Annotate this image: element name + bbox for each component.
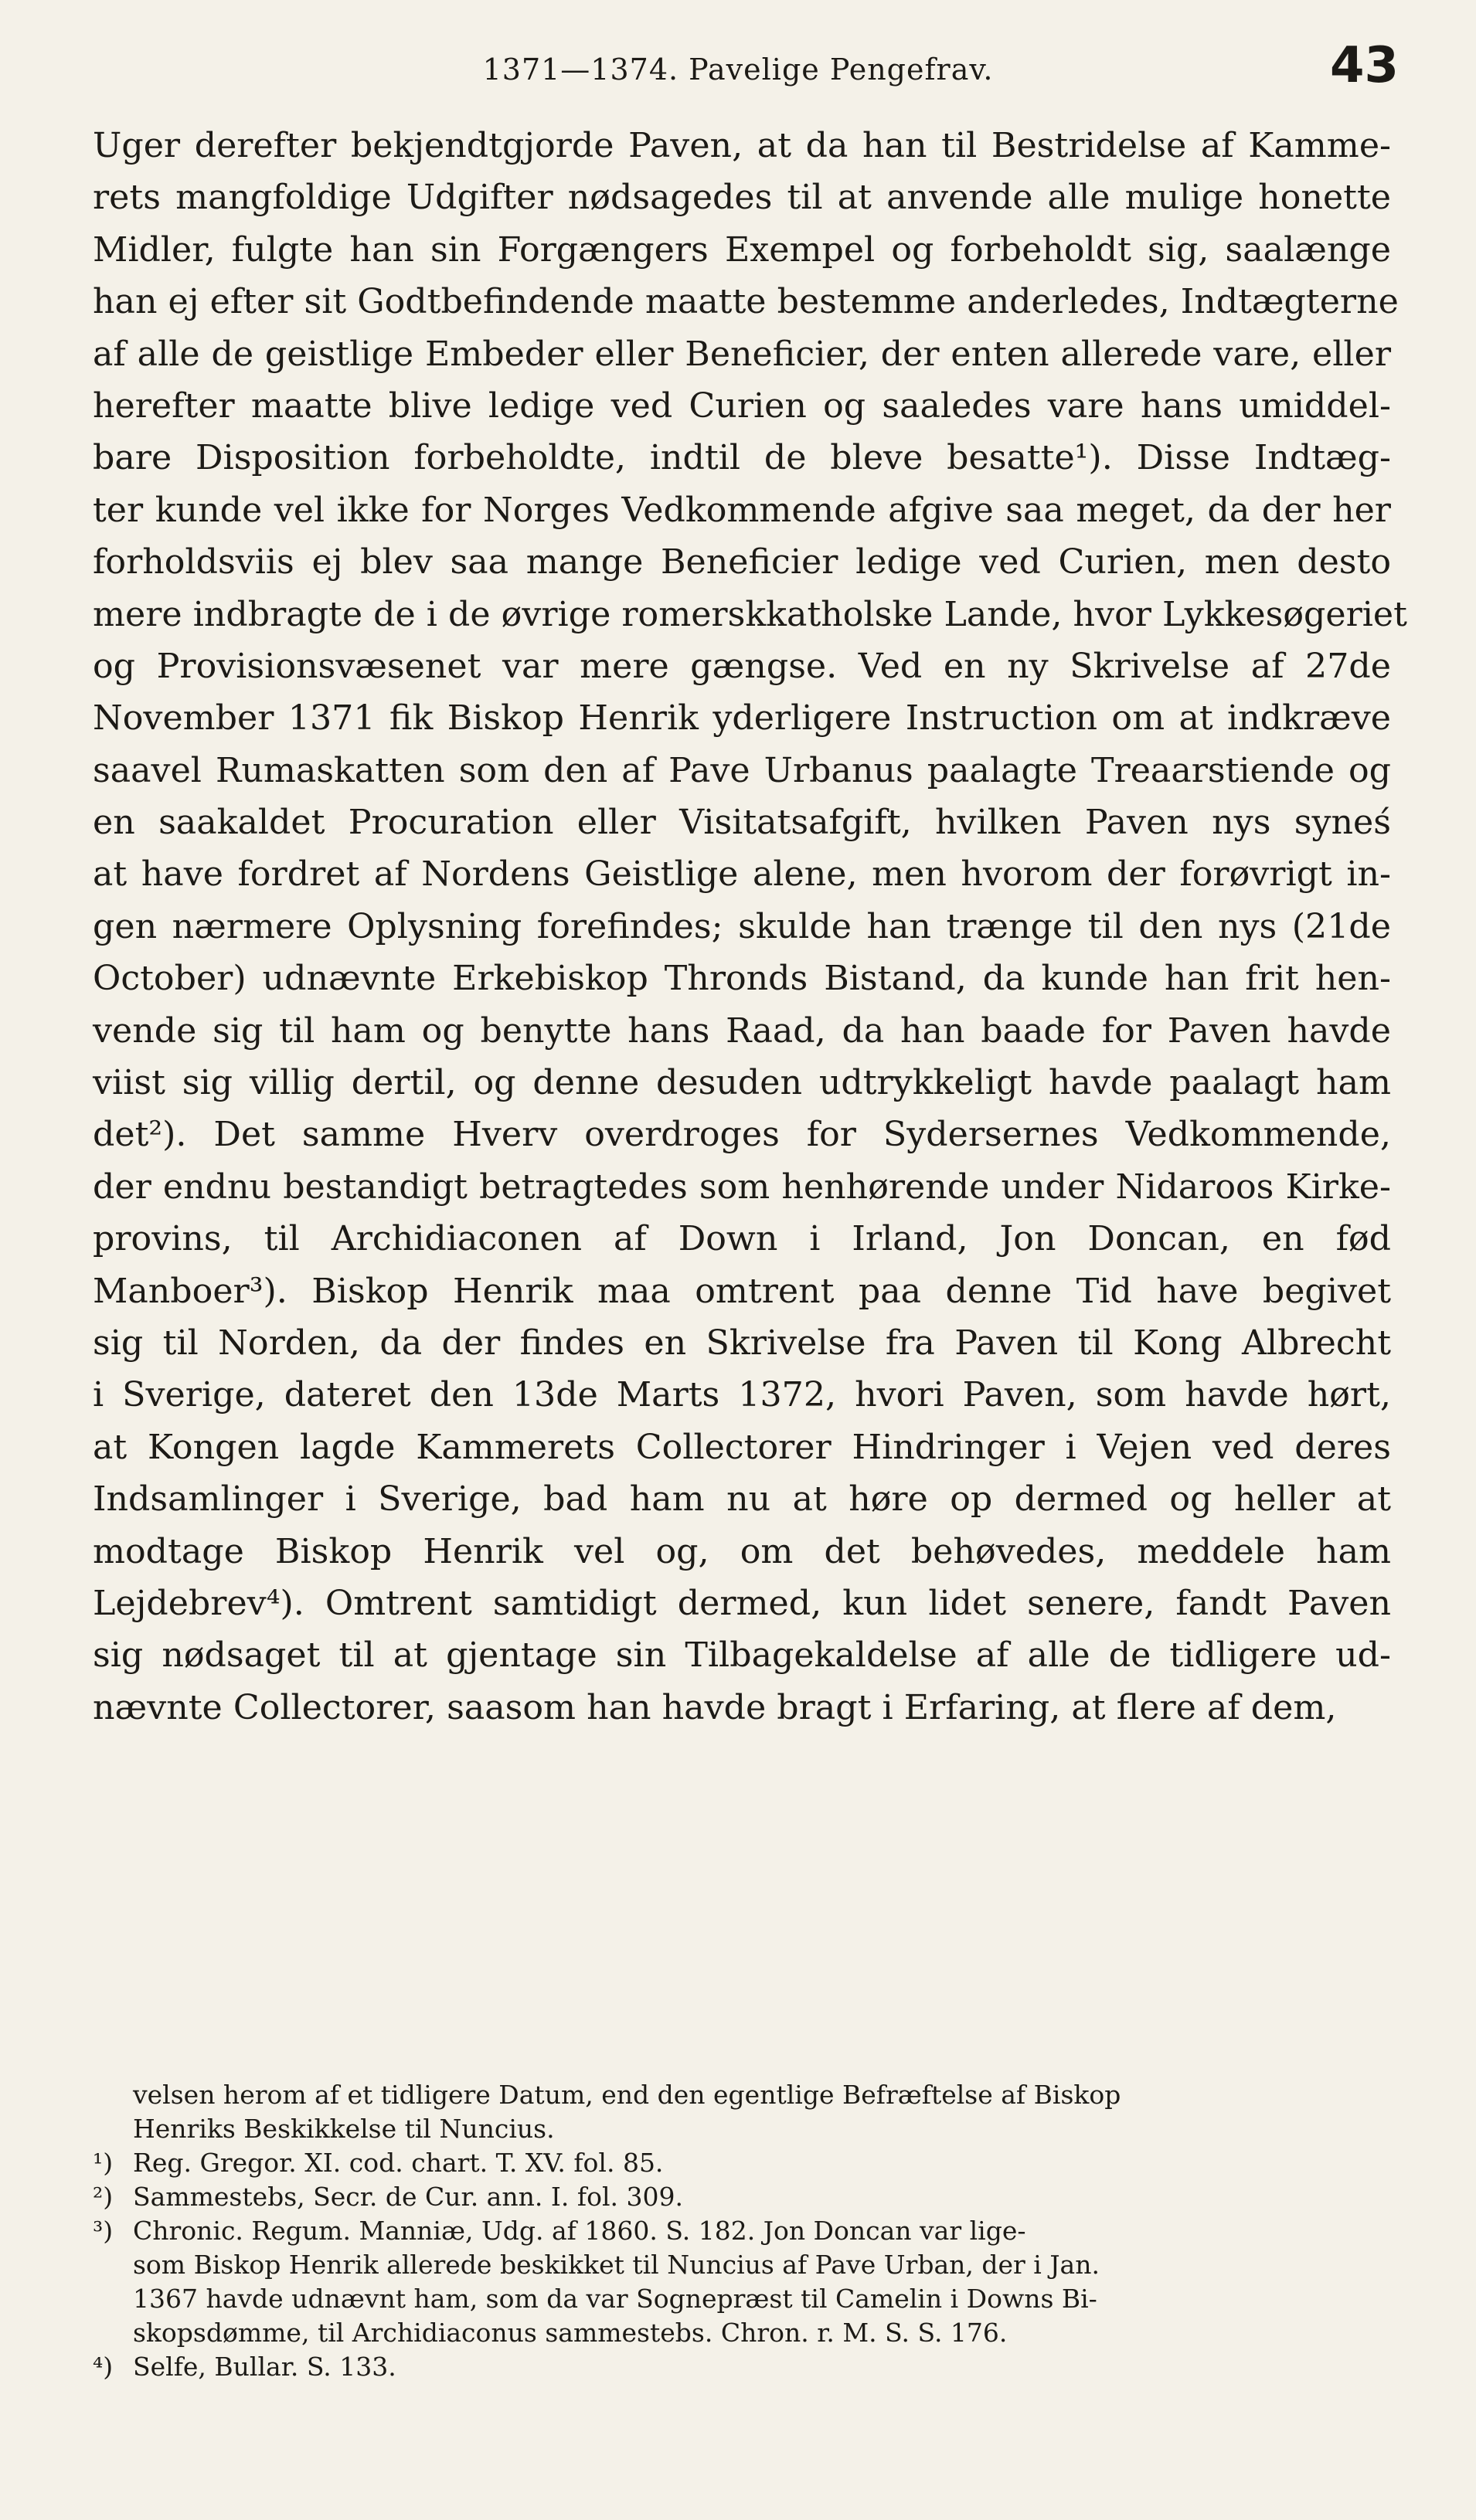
footnote-text: Reg. Gregor. XI. cod. chart. T. XV. fol. 85. [133, 2148, 664, 2178]
text-line: af alle de geistlige Embeder eller Beneficier, der enten allerede vare, eller [93, 334, 1391, 374]
text-line: forholdsviis ej blev saa mange Beneficier ledige ved Curien, men desto [93, 542, 1391, 582]
text-line: modtage Biskop Henrik vel og, om det behøvedes, meddele ham [93, 1531, 1391, 1571]
text-line: nævnte Collectorer, saasom han havde bragt i Erfaring, at flere af dem, [93, 1687, 1337, 1727]
text-line: vende sig til ham og benytte hans Raad, da han baade for Paven havde [93, 1010, 1391, 1051]
footnote-line [93, 2248, 1391, 2282]
footnotes [93, 2078, 1391, 2384]
text-line: rets mangfoldige Udgifter nødsagedes til at anvende alle mulige honette [93, 178, 1391, 218]
footnote-text: Sammestebs, Secr. de Cur. ann. I. fol. 309. [133, 2182, 683, 2212]
text-line: og Provisionsvæsenet var mere gængse. Ved en ny Skrivelse af 27de [93, 646, 1391, 686]
footnote-line [93, 2282, 1391, 2316]
text-line: November 1371 fik Biskop Henrik yderligere Instruction om at indkræve [93, 698, 1391, 739]
text-line: der endnu bestandigt betragtedes som henhørende under Nidaroos Kirke- [93, 1167, 1391, 1207]
footnote-line [93, 2316, 1391, 2350]
text-line: at Kongen lagde Kammerets Collectorer Hindringer i Vejen ved deres [93, 1427, 1391, 1467]
page-header [54, 37, 1422, 99]
text-line: i Sverige, dateret den 13de Marts 1372, hvori Paven, som havde hørt, [93, 1375, 1391, 1415]
text-line: at have fordret af Nordens Geistlige alene, men hvorom der forøvrigt in- [93, 854, 1391, 895]
text-line: han ej efter sit Godtbefindende maatte bestemme anderledes, Indtægterne [93, 282, 1399, 322]
text-line: October) udnævnte Erkebiskop Thronds Bistand, da kunde han frit hen- [93, 959, 1391, 999]
footnote-line [93, 2180, 1391, 2214]
footnote-marker: ⁴) [93, 2352, 114, 2382]
footnote-text: skopsdømme, til Archidiaconus sammestebs. Chron. r. M. S. S. 176. [133, 2318, 1008, 2348]
page-number: 43 [1329, 37, 1399, 94]
text-line: sig til Norden, da der findes en Skrivelse fra Paven til Kong Albrecht [93, 1323, 1391, 1363]
text-line: herefter maatte blive ledige ved Curien og saaledes vare hans umiddel- [93, 385, 1391, 426]
text-line: Midler, fulgte han sin Forgængers Exempel og forbeholdt sig, saalænge [93, 229, 1391, 270]
text-line: Manboer³). Biskop Henrik maa omtrent paa denne Tid have begivet [93, 1271, 1391, 1311]
text-line: mere indbragte de i de øvrige romerskkatholske Lande, hvor Lykkesøgeriet [93, 594, 1407, 634]
text-line: gen nærmere Oplysning forefindes; skulde han trænge til den nys (21de [93, 906, 1391, 946]
text-line: Uger derefter bekjendtgjorde Paven, at da han til Bestridelse af Kamme- [93, 126, 1391, 165]
footnote-line [93, 2350, 1391, 2384]
text-line: det²). Det samme Hverv overdroges for Sydersernes Vedkommende, [93, 1115, 1391, 1155]
running-head: 1371—1374. Pavelige Pengefrav. [482, 53, 994, 87]
footnote-text: som Biskop Henrik allerede beskikket til Nuncius af Pave Urban, der i Jan. [133, 2250, 1100, 2280]
footnote-text: Chronic. Regum. Manniæ, Udg. af 1860. S. 182. Jon Doncan var lige- [133, 2216, 1026, 2246]
text-line: en saakaldet Procuration eller Visitatsafgift, hvilken Paven nys syneś [93, 803, 1391, 843]
main-text [93, 120, 1407, 1734]
footnote-line [93, 2214, 1391, 2248]
footnote-marker: ³) [93, 2216, 114, 2246]
text-line: viist sig villig dertil, og denne desuden udtrykkeligt havde paalagt ham [93, 1063, 1391, 1103]
footnote-line [93, 2146, 1391, 2180]
text-line: ter kunde vel ikke for Norges Vedkommende afgive saa meget, da der her [93, 490, 1391, 530]
text-line: saavel Rumaskatten som den af Pave Urbanus paalagte Treaarstiende og [93, 750, 1391, 790]
text-line: sig nødsaget til at gjentage sin Tilbagekaldelse af alle de tidligere ud- [93, 1635, 1391, 1676]
footnote-text: Selfe, Bullar. S. 133. [133, 2352, 396, 2382]
footnote-text: 1367 havde udnævnt ham, som da var Sognepræst til Camelin i Downs Bi- [133, 2284, 1097, 2314]
footnote-continuation-line: velsen herom af et tidligere Datum, end den egentlige Befræftelse af Biskop [133, 2080, 1121, 2110]
footnote-marker: ¹) [93, 2148, 114, 2178]
footnote-continuation-line: Henriks Beskikkelse til Nuncius. [133, 2114, 555, 2144]
text-line: bare Disposition forbeholdte, indtil de bleve besatte¹). Disse Indtæg- [93, 438, 1391, 478]
text-line: Lejdebrev⁴). Omtrent samtidigt dermed, kun lidet senere, fandt Paven [93, 1583, 1391, 1623]
footnote-marker: ²) [93, 2182, 114, 2212]
text-line: provins, til Archidiaconen af Down i Irland, Jon Doncan, en fød [93, 1219, 1391, 1259]
text-line: Indsamlinger i Sverige, bad ham nu at høre op dermed og heller at [93, 1479, 1391, 1520]
